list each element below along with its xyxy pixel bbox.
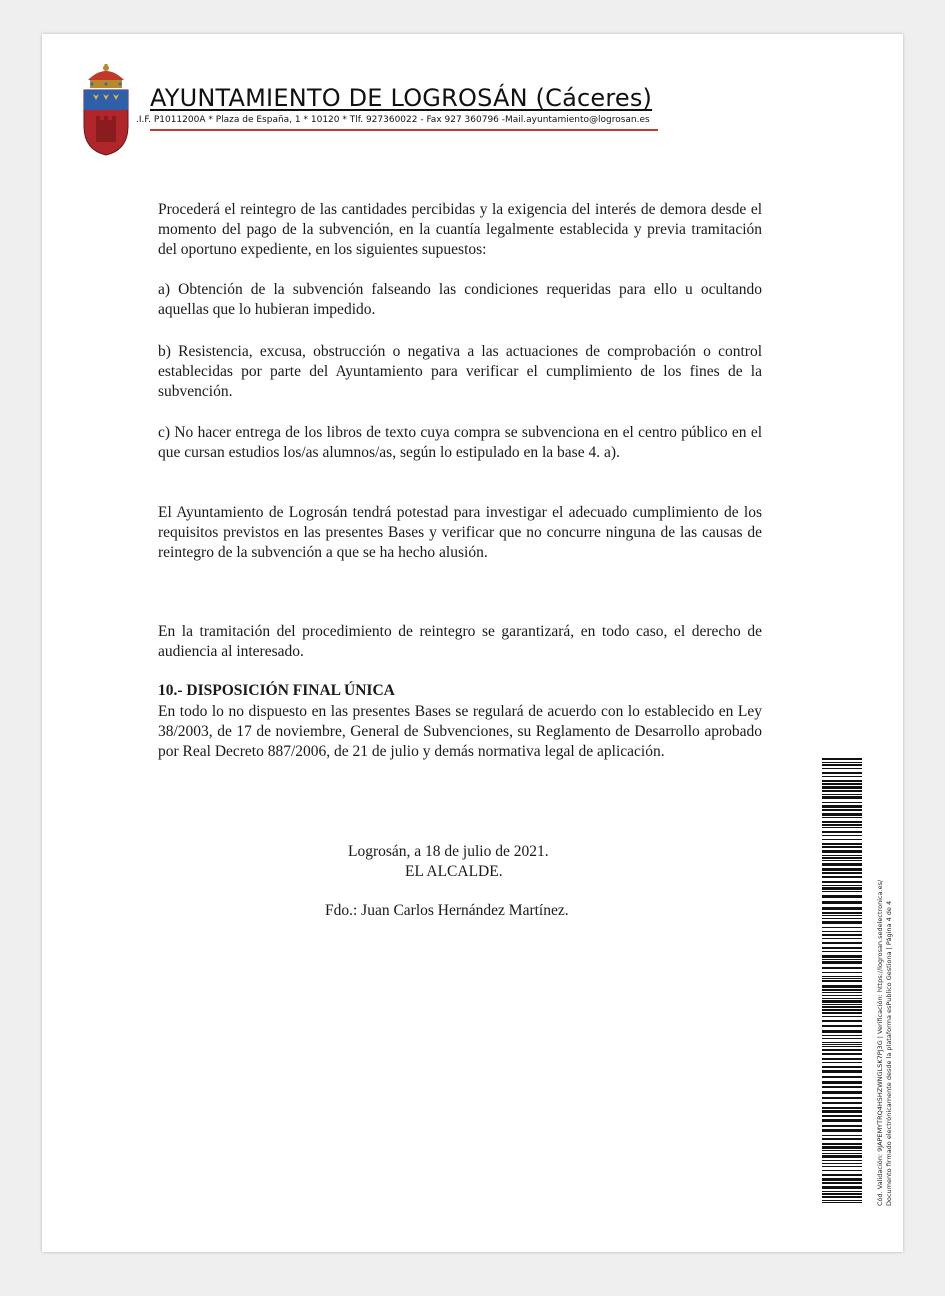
organization-contact-line: .I.F. P1011200A * Plaza de España, 1 * 10120 * Tlf. 927360022 - Fax 927 360796 -Mail.ayuntamiento@logrosan.es (136, 115, 650, 125)
signature-place-date: Logrosán, a 18 de julio de 2021. (348, 843, 549, 860)
header-divider (150, 129, 658, 131)
verification-code-line: Cód. Validación: 9JAPEMYTRQ4H5HZWNGLSK7PJ3G | Verificación: https://logrosan.sedelectronica.es/ (876, 879, 884, 1206)
municipal-coat-of-arms-icon (80, 64, 132, 156)
paragraph-reintegro: Procederá el reintegro de las cantidades percibidas y la exigencia del interés de demora desde el momento del pago de la subvención, en la cuantía legalmente establecida y previa tramitación del oportuno expediente, en los siguientes supuestos: (158, 201, 762, 258)
paragraph-potestad: El Ayuntamiento de Logrosán tendrá potestad para investigar el adecuado cumplimiento de los requisitos previstos en las presentes Bases y verificar que no concurre ninguna de las causas de reintegro de la subvención a que se ha hecho alusión. (158, 504, 762, 561)
signature-platform-line: Documento firmado electrónicamente desde la plataforma esPublico Gestiona | Página 4 de 4 (885, 900, 893, 1206)
paragraph-audiencia: En la tramitación del procedimiento de reintegro se garantizará, en todo caso, el derecho de audiencia al interesado. (158, 623, 762, 660)
section-heading: 10.- DISPOSICIÓN FINAL ÚNICA (158, 682, 395, 699)
paragraph-supuesto-b: b) Resistencia, excusa, obstrucción o negativa a las actuaciones de comprobación o control establecidas por parte del Ayuntamiento para verificar el cumplimiento de los fines de la subvención. (158, 343, 762, 400)
paragraph-supuesto-a: a) Obtención de la subvención falseando las condiciones requeridas para ello u ocultando aquellas que lo hubieran impedido. (158, 281, 762, 318)
verification-barcode-icon (822, 758, 862, 1206)
organization-title: AYUNTAMIENTO DE LOGROSÁN (Cáceres) (150, 84, 653, 112)
signature-signer: Fdo.: Juan Carlos Hernández Martínez. (325, 902, 569, 919)
paragraph-supuesto-c: c) No hacer entrega de los libros de texto cuya compra se subvenciona en el centro público en el que cursan estudios los/as alumnos/as, según lo estipulado en la base 4. a). (158, 424, 762, 461)
signature-role: EL ALCALDE. (405, 863, 503, 880)
paragraph-disposicion-final: En todo lo no dispuesto en las presentes Bases se regulará de acuerdo con lo establecido en Ley 38/2003, de 17 de noviembre, General de Subvenciones, su Reglamento de Desarrollo aprobado por Real Decreto 887/2006, de 21 de julio y demás normativa legal de aplicación. (158, 703, 762, 760)
verification-stamp-text (876, 756, 894, 1206)
